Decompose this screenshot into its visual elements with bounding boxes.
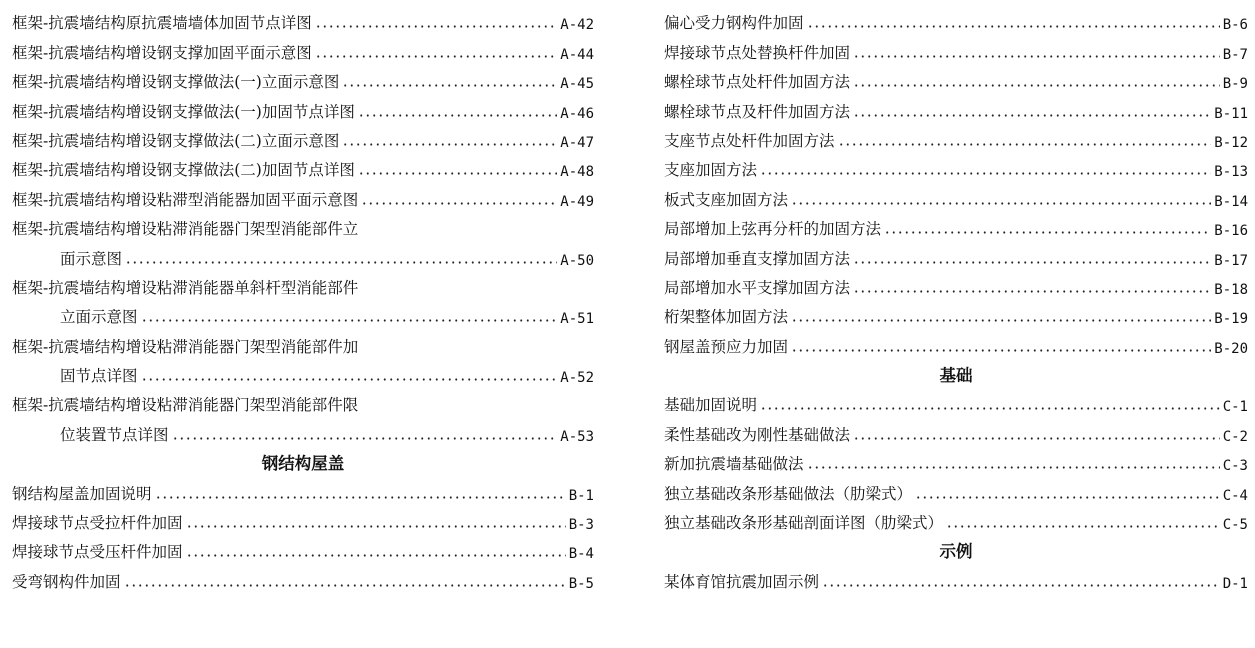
toc-entry-title-line2: 位装置节点详图 — [60, 425, 169, 444]
toc-entry-continuation — [12, 298, 594, 327]
toc-entry-title: 局部增加垂直支撑加固方法 — [664, 249, 851, 268]
toc-entry-page: B-11 — [1214, 105, 1248, 122]
toc-leader-dots — [807, 466, 1220, 469]
toc-entry-page: B-4 — [568, 546, 594, 563]
toc-entry-page: B-20 — [1214, 340, 1248, 357]
toc-entry-continuation — [12, 357, 594, 386]
toc-leader-dots — [853, 290, 1211, 293]
toc-entry — [664, 386, 1248, 415]
toc-group-steel-roof-continued — [664, 4, 1248, 357]
toc-entry-page: A-42 — [560, 17, 594, 34]
toc-entry-title: 框架-抗震墙结构增设钢支撑加固平面示意图 — [12, 43, 312, 62]
toc-entry — [664, 474, 1248, 503]
section-heading-example: 示例 — [939, 542, 973, 562]
toc-entry-title: 基础加固说明 — [664, 396, 758, 415]
toc-entry-title: 框架-抗震墙结构原抗震墙墙体加固节点详图 — [12, 14, 312, 33]
toc-entry-title: 钢结构屋盖加固说明 — [12, 484, 152, 503]
toc-leader-dots — [822, 584, 1220, 587]
toc-leader-dots — [884, 231, 1211, 234]
toc-leader-dots — [172, 437, 558, 440]
toc-entry-title: 柔性基础改为刚性基础做法 — [664, 425, 851, 444]
toc-entry-title: 独立基础改条形基础做法（肋梁式） — [664, 484, 913, 503]
toc-entry — [12, 33, 594, 62]
toc-entry-page: B-17 — [1214, 252, 1248, 269]
toc-leader-dots — [853, 55, 1220, 58]
toc-entry-title: 独立基础改条形基础剖面详图（肋梁式） — [664, 514, 944, 533]
toc-entry-page: B-14 — [1214, 193, 1248, 210]
toc-entry-title: 焊接球节点受拉杆件加固 — [12, 514, 183, 533]
toc-entry — [12, 180, 594, 209]
toc-entry-page: B-1 — [568, 487, 594, 504]
toc-entry-title-line2: 面示意图 — [60, 249, 123, 268]
toc-entry-title: 框架-抗震墙结构增设粘滞型消能器加固平面示意图 — [12, 190, 359, 209]
toc-entry-page: A-45 — [560, 76, 594, 93]
toc-entry-title: 框架-抗震墙结构增设钢支撑做法(一)立面示意图 — [12, 73, 340, 92]
toc-entry — [664, 151, 1248, 180]
toc-leader-dots — [838, 143, 1212, 146]
toc-entry — [12, 92, 594, 121]
toc-entry — [12, 63, 594, 92]
toc-leader-dots — [791, 349, 1211, 352]
toc-entry-page: A-49 — [560, 193, 594, 210]
toc-entry — [664, 92, 1248, 121]
toc-entry-title: 板式支座加固方法 — [664, 190, 789, 209]
toc-leader-dots — [125, 261, 557, 264]
toc-entry — [664, 415, 1248, 444]
toc-entry — [12, 504, 594, 533]
toc-entry-multiline — [12, 210, 594, 269]
toc-entry-page: C-4 — [1222, 487, 1248, 504]
toc-leader-dots — [124, 584, 566, 587]
toc-entry — [664, 63, 1248, 92]
toc-entry-page: B-13 — [1214, 164, 1248, 181]
toc-group-frame-shearwall-multiline — [12, 210, 594, 445]
toc-leader-dots — [186, 525, 566, 528]
toc-left-column — [12, 4, 594, 592]
toc-entry-page: B-18 — [1214, 281, 1248, 298]
toc-entry-title: 支座节点处杆件加固方法 — [664, 131, 835, 150]
toc-entry-page: A-47 — [560, 134, 594, 151]
toc-leader-dots — [315, 55, 558, 58]
toc-entry-title-line1: 框架-抗震墙结构增设粘滞消能器门架型消能部件加 — [12, 337, 359, 356]
toc-entry-title-line2: 固节点详图 — [60, 367, 138, 386]
toc-entry-page: B-19 — [1214, 311, 1248, 328]
toc-entry — [12, 122, 594, 151]
toc-leader-dots — [358, 172, 557, 175]
toc-entry-title-line1: 框架-抗震墙结构增设粘滞消能器门架型消能部件限 — [12, 396, 359, 415]
section-heading-foundation: 基础 — [939, 366, 973, 386]
toc-entry — [664, 562, 1248, 591]
toc-entry-page: D-1 — [1222, 575, 1248, 592]
toc-leader-dots — [141, 319, 558, 322]
toc-entry — [664, 210, 1248, 239]
toc-group-example — [664, 562, 1248, 591]
toc-leader-dots — [791, 202, 1211, 205]
toc-entry-page: B-3 — [568, 517, 594, 534]
toc-entry-page: A-48 — [560, 164, 594, 181]
toc-leader-dots — [807, 25, 1220, 28]
toc-entry-title-line2: 立面示意图 — [60, 308, 138, 327]
toc-leader-dots — [853, 261, 1211, 264]
toc-leader-dots — [342, 143, 557, 146]
toc-leader-dots — [853, 437, 1220, 440]
toc-entry-title-line1: 框架-抗震墙结构增设粘滞消能器单斜杆型消能部件 — [12, 278, 359, 297]
toc-entry — [664, 504, 1248, 533]
toc-group-steel-roof — [12, 474, 594, 592]
toc-leader-dots — [760, 172, 1211, 175]
toc-entry — [12, 474, 594, 503]
toc-entry-multiline — [12, 327, 594, 386]
toc-entry-title: 焊接球节点处替换杆件加固 — [664, 43, 851, 62]
toc-leader-dots — [186, 554, 566, 557]
toc-entry-title: 螺栓球节点处杆件加固方法 — [664, 73, 851, 92]
toc-entry-page: B-16 — [1214, 223, 1248, 240]
toc-entry-title: 偏心受力钢构件加固 — [664, 14, 804, 33]
toc-entry-title: 钢屋盖预应力加固 — [664, 337, 789, 356]
toc-entry-title: 焊接球节点受压杆件加固 — [12, 543, 183, 562]
toc-group-frame-shearwall — [12, 4, 594, 210]
toc-entry — [664, 239, 1248, 268]
toc-entry-title: 局部增加水平支撑加固方法 — [664, 278, 851, 297]
toc-entry-page: B-9 — [1222, 76, 1248, 93]
toc-entry-title: 螺栓球节点及杆件加固方法 — [664, 102, 851, 121]
toc-leader-dots — [791, 319, 1211, 322]
toc-entry — [12, 151, 594, 180]
toc-entry — [12, 533, 594, 562]
toc-entry-page: C-2 — [1222, 428, 1248, 445]
toc-entry-page: A-52 — [560, 370, 594, 387]
toc-leader-dots — [361, 202, 557, 205]
toc-entry-title: 新加抗震墙基础做法 — [664, 455, 804, 474]
toc-entry-page: B-5 — [568, 575, 594, 592]
toc-entry — [664, 4, 1248, 33]
toc-entry-multiline — [12, 386, 594, 445]
toc-leader-dots — [315, 25, 558, 28]
toc-entry — [664, 33, 1248, 62]
toc-entry — [664, 327, 1248, 356]
toc-entry — [664, 269, 1248, 298]
toc-entry-page: A-53 — [560, 428, 594, 445]
toc-leader-dots — [853, 84, 1220, 87]
section-heading-steel-roof: 钢结构屋盖 — [261, 454, 345, 474]
toc-entry-page: A-51 — [560, 311, 594, 328]
toc-leader-dots — [915, 496, 1220, 499]
toc-entry-title: 框架-抗震墙结构增设钢支撑做法(二)加固节点详图 — [12, 161, 355, 180]
toc-leader-dots — [853, 114, 1211, 117]
toc-entry-page: A-46 — [560, 105, 594, 122]
toc-entry-page: C-1 — [1222, 399, 1248, 416]
toc-entry — [664, 298, 1248, 327]
toc-entry-page: A-44 — [560, 46, 594, 63]
toc-entry-page: A-50 — [560, 252, 594, 269]
toc-entry-page: B-6 — [1222, 17, 1248, 34]
toc-entry — [664, 122, 1248, 151]
toc-entry-multiline — [12, 269, 594, 328]
toc-entry-page: B-12 — [1214, 134, 1248, 151]
toc-entry-title: 框架-抗震墙结构增设钢支撑做法(一)加固节点详图 — [12, 102, 355, 121]
toc-leader-dots — [358, 114, 557, 117]
toc-group-foundation — [664, 386, 1248, 533]
toc-entry-page: B-7 — [1222, 46, 1248, 63]
toc-entry-title: 某体育馆抗震加固示例 — [664, 572, 820, 591]
toc-entry-page: C-5 — [1222, 517, 1248, 534]
toc-leader-dots — [760, 407, 1220, 410]
toc-leader-dots — [342, 84, 557, 87]
toc-entry — [664, 180, 1248, 209]
toc-entry-title-line1: 框架-抗震墙结构增设粘滞消能器门架型消能部件立 — [12, 220, 359, 239]
toc-entry-title: 局部增加上弦再分杆的加固方法 — [664, 220, 882, 239]
toc-leader-dots — [141, 378, 558, 381]
toc-entry-title: 支座加固方法 — [664, 161, 758, 180]
toc-entry-continuation — [12, 239, 594, 268]
toc-entry-title: 受弯钢构件加固 — [12, 572, 121, 591]
toc-entry-continuation — [12, 415, 594, 444]
toc-entry — [12, 562, 594, 591]
toc-leader-dots — [946, 525, 1220, 528]
toc-entry — [664, 445, 1248, 474]
toc-entry-page: C-3 — [1222, 458, 1248, 475]
toc-entry-title: 框架-抗震墙结构增设钢支撑做法(二)立面示意图 — [12, 131, 340, 150]
toc-right-column — [664, 4, 1248, 592]
toc-entry — [12, 4, 594, 33]
toc-entry-title: 桁架整体加固方法 — [664, 308, 789, 327]
toc-leader-dots — [155, 496, 566, 499]
